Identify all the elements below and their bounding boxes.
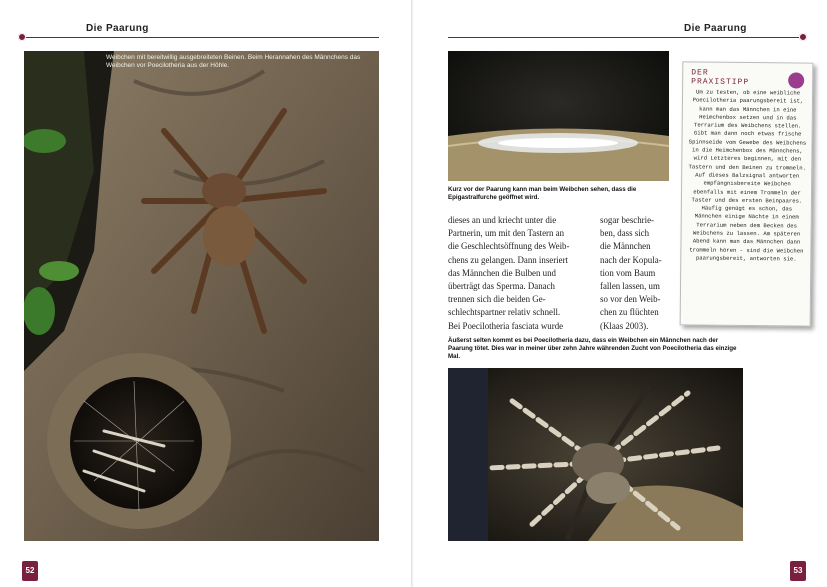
body-line: ben, dass sich [600,228,650,239]
banded-tarantulas-photo [448,368,743,541]
tarantula-on-bark-photo [24,51,379,541]
body-line: Partnerin, um mit den Tastern an [448,228,565,239]
body-line: chens zu gelangen. Dann inseriert [448,254,569,265]
top-photo-caption: Kurz vor der Paarung kann man beim Weibchen sehen, dass die Epigastralfurche geöffnet wird. [448,186,637,201]
praxistipp-title [691,68,749,87]
praxistipp-circle-icon [788,72,804,88]
body-line: dieses an und kriecht unter die [448,215,557,225]
middle-caption: Äußerst selten kommt es bei Poecilotheria dazu, dass ein Weibchen ein Männchen nach der Paarung tötet. Dies war in meiner über zehn Jahre währenden Zucht von Poecilotheria das einzige Mal. [448,337,737,360]
epigastric-furrow-photo [448,51,669,181]
body-line: fallen lassen, um [600,281,660,292]
body-line: überträgt das Sperma. Danach [448,281,555,292]
right-page-header: Die Paarung [684,23,747,34]
body-text-column-2 [600,214,678,333]
right-header-rule [448,37,803,38]
body-line: so vor den Weib- [600,294,661,305]
body-line: (Klaas 2003). [600,320,649,331]
praxistipp-title-line1: DER [691,68,709,78]
left-page-header: Die Paarung [86,23,149,34]
body-line: Bei Poecilotheria fasciata wurde [448,320,564,331]
body-line: nach der Kopula- [600,254,662,265]
page-number-right: 53 [790,561,806,581]
body-line: das Männchen die Bulben und [448,267,556,278]
left-photo-caption: Weibchen mit bereitwillig ausgebreiteten Beinen. Beim Herannahen des Männchens das Weibchen vor Poecilotheria aus der Höhle. [106,54,361,69]
right-header-dot [799,33,807,41]
left-header-dot [18,33,26,41]
praxistipp-title-line2: PRAXISTIPP [691,77,750,88]
praxistipp-box [680,61,814,326]
body-line: die Männchen [600,241,651,252]
body-line: schlechtspartner relativ schnell. [448,307,561,318]
body-text-column-1 [448,214,616,333]
body-line: trennen sich die beiden Ge- [448,294,546,305]
left-page [0,0,413,587]
left-header-rule [24,37,379,38]
body-line: chen zu flüchten [600,307,659,318]
body-line: die Geschlechtsöffnung des Weib- [448,241,570,252]
praxistipp-text: Um zu testen, ob eine weibliche Poecilotheria paarungsbereit ist, kann man das Männchen in eine Heimchenbox setzen und in das Terrarium des Weibchens stellen. Gibt man dann noch etwas frische Spinnseide vom Gewebe des Weibchens in die Heimchenbox des Männchens, wird Letzteres beginnen, mit den Tastern und den Beinen zu trommeln. Auf dieses Balzsignal antworten empfängnisbereite Weibchen ebenfalls mit einem Trommeln der Taster und des ersten Beinpaares. Häufig genügt es schon, das Männchen einige Nächte in einem Terrarium neben dem Becken des Weibchens zu lassen. Am späteren Abend kann man das Männchen dann trommeln hören - sind die Weibchen paarungsbereit, antworten sie. [688,88,807,263]
body-line: tion vom Baum [600,267,656,278]
page-number-left: 52 [22,561,38,581]
body-line: sogar beschrie- [600,215,654,225]
